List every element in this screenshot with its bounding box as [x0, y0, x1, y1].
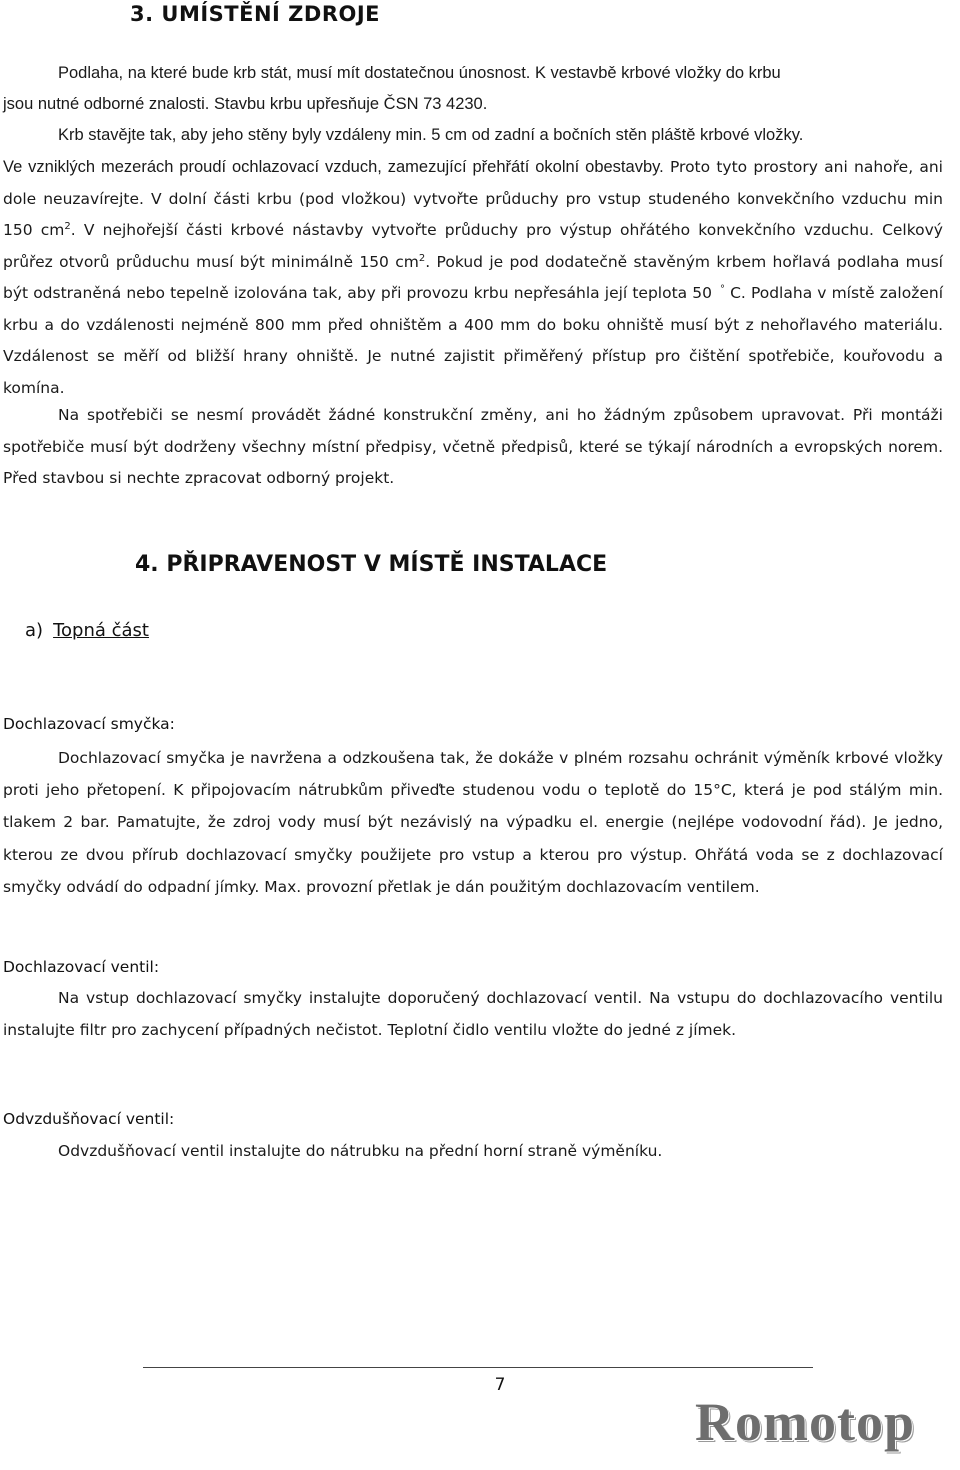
- paragraph-ventilation-a: Proto tyto prostory ani nahoře, ani dole neuzavírejte. V dolní části krbu (pod vložkou) vytvořte průduchy pro vstup studeného konvekčního vzduchu min 150 cm: [3, 158, 943, 239]
- romotop-logo: [695, 1392, 960, 1452]
- logo-text: Romotop: [695, 1392, 915, 1452]
- paragraph-ventilation-d: C. Podlaha v místě založení krbu a do vzdálenosti nejméně 800 mm před ohništěm a 400 mm do boku ohniště musí být z nehořlavého materiálu. Vzdálenost se měří od bližší hrany ohniště. Je nutné zajistit přiměřený přístup pro čištění spotřebiče, kouřovodu a komína.: [3, 284, 943, 397]
- cooling-loop-text: Dochlazovací smyčka je navržena a odzkoušena tak, že dokáže v plném rozsahu ochránit výměník krbové vložky proti jeho přetopení. K připojovacím nátrubkům přiveďte studenou vodu o teplotě do 15°C, která je pod stálým min. tlakem 2 bar. Pamatujte, že zdroj vody musí být nezávislý na výpadku el. energie (nejlépe vodovodní řád). Je jedno, kterou ze dvou přírub dochlazovací smyčky použijete pro vstup a kterou pro výstup. Ohřátá voda se z dochlazovací smyčky odvádí do odpadní jímky. Max. provozní přetlak je dán použitým dochlazovacím ventilem.: [3, 749, 943, 896]
- paragraph-ventilation: [3, 152, 943, 404]
- page-number: 7: [494, 1375, 506, 1395]
- degree-symbol: °: [719, 283, 725, 295]
- superscript-2a: 2: [64, 220, 71, 232]
- paragraph-spacing-line1: Krb stavějte tak, aby jeho stěny byly vzdáleny min. 5 cm od zadní a bočních stěn pláště krbové vložky.: [58, 126, 804, 144]
- paragraph-modifications: Na spotřebiči se nesmí provádět žádné konstrukční změny, ani ho žádným způsobem upravovat. Při montáži spotřebiče musí být dodrženy všechny místní předpisy, včetně předpisů, které se týkají národních a evropských norem. Před stavbou si nechte zpracovat odborný projekt.: [3, 406, 943, 487]
- paragraph-ventilation-c: . Pokud je pod dodatečně stavěným krbem hořlavá podlaha musí být odstraněná nebo tepelně izolována tak, aby při provozu krbu nepřesáhla její teplota 50: [3, 252, 943, 302]
- paragraph-floor-line1: Podlaha, na které bude krb stát, musí mít dostatečnou únosnost. K vestavbě krbové vložky do krbu: [58, 64, 781, 82]
- subsection-a-letter: a): [25, 620, 44, 641]
- cooling-valve-label: Dochlazovací ventil:: [3, 958, 160, 976]
- cooling-valve-text: Na vstup dochlazovací smyčky instalujte doporučený dochlazovací ventil. Na vstupu do dochlazovacího ventilu instalujte filtr pro zachycení případných nečistot. Teplotní čidlo ventilu vložte do jedné z jímek.: [3, 989, 943, 1039]
- vent-valve-label: Odvzdušňovací ventil:: [3, 1110, 175, 1128]
- superscript-2b: 2: [418, 252, 426, 264]
- cooling-loop-label: Dochlazovací smyčka:: [3, 715, 175, 733]
- section-3-heading: 3. UMÍSTĚNÍ ZDROJE: [130, 2, 380, 26]
- paragraph-ventilation-line2: Ve vzniklých mezerách proudí ochlazovací vzduch, zamezující přehřátí okolní obestavby.: [3, 158, 664, 176]
- paragraph-ventilation-b: . V nejhořejší části krbové nástavby vytvořte průduchy pro výstup ohřátého konvekčního vzduchu. Celkový průřez otvorů průduchu musí být minimálně 150 cm: [3, 221, 943, 271]
- paragraph-floor: [3, 58, 938, 120]
- subsection-a-title: Topná část: [53, 620, 149, 641]
- footer-divider: [143, 1367, 813, 1368]
- subsection-a: [25, 620, 149, 641]
- section-4-heading: 4. PŘIPRAVENOST V MÍSTĚ INSTALACE: [135, 552, 608, 577]
- paragraph-floor-line2: jsou nutné odborné znalosti. Stavbu krbu upřesňuje ČSN 73 4230.: [3, 95, 488, 113]
- vent-valve-text: Odvzdušňovací ventil instalujte do nátrubku na přední horní straně výměníku.: [58, 1142, 663, 1160]
- paragraph-spacing-start: [58, 120, 938, 151]
